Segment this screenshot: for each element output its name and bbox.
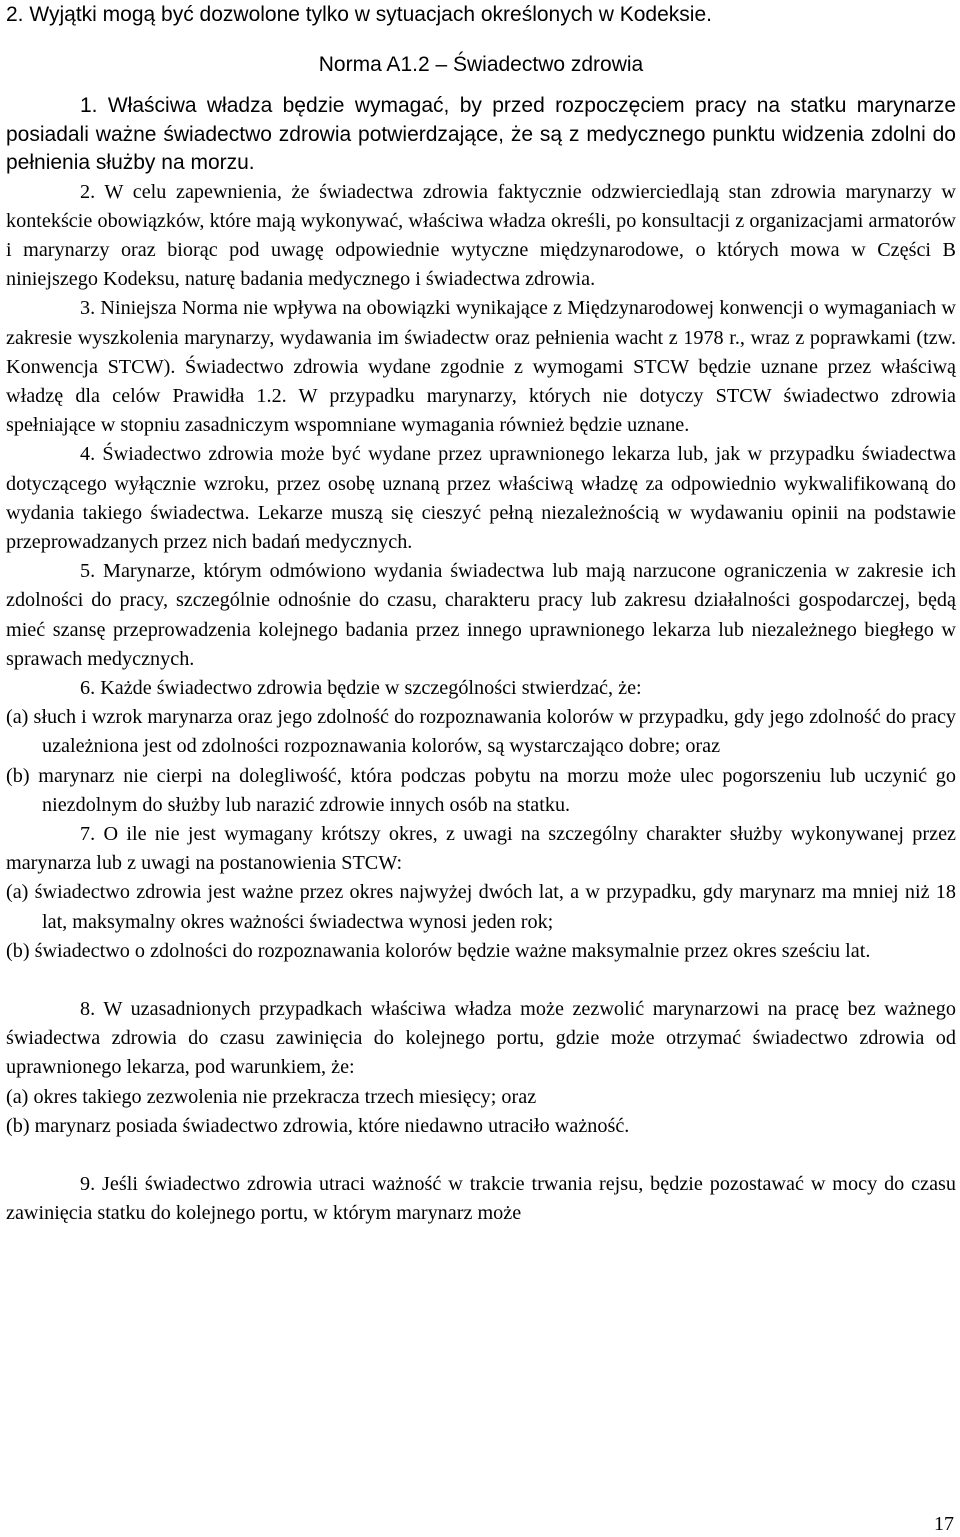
- paragraph-1: 1. Właściwa władza będzie wymagać, by przed rozpoczęciem pracy na statku marynarze posiadali ważne świadectwo zdrowia potwierdzające, że są z medycznego punktu widzenia zdolni do pełnienia służby na morzu.: [6, 94, 956, 174]
- paragraph-8: 8. W uzasadnionych przypadkach właściwa władza może zezwolić marynarzowi na pracę bez ważnego świadectwa zdrowia do czasu zawinięcia do kolejnego portu, gdzie może otrzymać świadectwo zdrowia od uprawnionego lekarza, pod warunkiem, że:: [6, 997, 956, 1079]
- paragraph-6: 6. Każde świadectwo zdrowia będzie w szczególności stwierdzać, że:: [80, 676, 642, 699]
- intro-line: 2. Wyjątki mogą być dozwolone tylko w sytuacjach określonych w Kodeksie.: [6, 3, 712, 26]
- paragraph-4: 4. Świadectwo zdrowia może być wydane przez uprawnionego lekarza lub, jak w przypadku świadectwa dotyczącego wyłącznie wzroku, przez osobę uznaną przez właściwą władzę za odpowiednio wykwalifikowaną do wydania takiego świadectwa. Lekarze muszą się cieszyć pełną niezależnością w wydawaniu opinii na podstawie przeprowadzanych przez nich badań medycznych.: [6, 443, 956, 553]
- section-heading: Norma A1.2 – Świadectwo zdrowia: [318, 53, 644, 76]
- document-body: [6, 178, 956, 1229]
- paragraph-9: 9. Jeśli świadectwo zdrowia utraci ważność w trakcie trwania rejsu, będzie pozostawać w mocy do czasu zawinięcia statku do kolejnego portu, w którym marynarz może: [6, 1173, 956, 1225]
- paragraph-5: 5. Marynarze, którym odmówiono wydania świadectwa lub mają narzucone ograniczenia w zakresie ich zdolności do pracy, szczególnie odnośnie do czasu, charakteru pracy lub zakresu działalności gospodarczej, będą mieć szansę przeprowadzenia kolejnego badania przez innego uprawnionego lekarza lub niezależnego biegłego w sprawach medycznych.: [6, 560, 956, 670]
- paragraph-7-item-b: (b) świadectwo o zdolności do rozpoznawania kolorów będzie ważne maksymalnie przez okres sześciu lat.: [6, 939, 871, 962]
- paragraph-6-item-a: (a) słuch i wzrok marynarza oraz jego zdolność do rozpoznawania kolorów w przypadku, gdy jego zdolność do pracy uzależniona jest od zdolności rozpoznawania kolorów, są wystarczająco dobre; oraz: [6, 706, 956, 758]
- paragraph-2: 2. W celu zapewnienia, że świadectwa zdrowia faktycznie odzwierciedlają stan zdrowia marynarzy w kontekście obowiązków, które mają wykonywać, właściwa władza określi, po konsultacji z organizacjami armatorów i marynarzy oraz biorąc pod uwagę odpowiednie wytyczne międzynarodowe, o których mowa w Części B niniejszego Kodeksu, naturę badania medycznego i świadectwa zdrowia.: [6, 180, 956, 291]
- paragraph-3: 3. Niniejsza Norma nie wpływa na obowiązki wynikające z Międzynarodowej konwencji o wymaganiach w zakresie wyszkolenia marynarzy, wydawania im świadectw oraz pełnienia wacht z 1978 r., wraz z poprawkami (tzw. Konwencja STCW). Świadectwo zdrowia wydane zgodnie z wymogami STCW będzie uznane przez właściwą władzę dla celów Prawidła 1.2. W przypadku marynarzy, których nie dotyczy STCW świadectwo zdrowia spełniające w stopniu zasadniczym wspomniane wymagania również będzie uznane.: [6, 297, 956, 437]
- page-number: 17: [934, 1513, 954, 1535]
- paragraph-7-item-a: (a) świadectwo zdrowia jest ważne przez okres najwyżej dwóch lat, a w przypadku, gdy marynarz ma mniej niż 18 lat, maksymalny okres ważności świadectwa wynosi jeden rok;: [6, 881, 956, 933]
- paragraph-8-item-b: (b) marynarz posiada świadectwo zdrowia, które niedawno utraciło ważność.: [6, 1114, 630, 1137]
- paragraph-6-item-b: (b) marynarz nie cierpi na dolegliwość, która podczas pobytu na morzu może ulec pogorszeniu lub uczynić go niezdolnym do służby lub narazić zdrowie innych osób na statku.: [6, 764, 956, 816]
- paragraph-8-item-a: (a) okres takiego zezwolenia nie przekracza trzech miesięcy; oraz: [6, 1085, 537, 1108]
- document-page: [6, 0, 956, 1228]
- paragraph-7: 7. O ile nie jest wymagany krótszy okres, z uwagi na szczególny charakter służby wykonywanej przez marynarza lub z uwagi na postanowienia STCW:: [6, 822, 956, 875]
